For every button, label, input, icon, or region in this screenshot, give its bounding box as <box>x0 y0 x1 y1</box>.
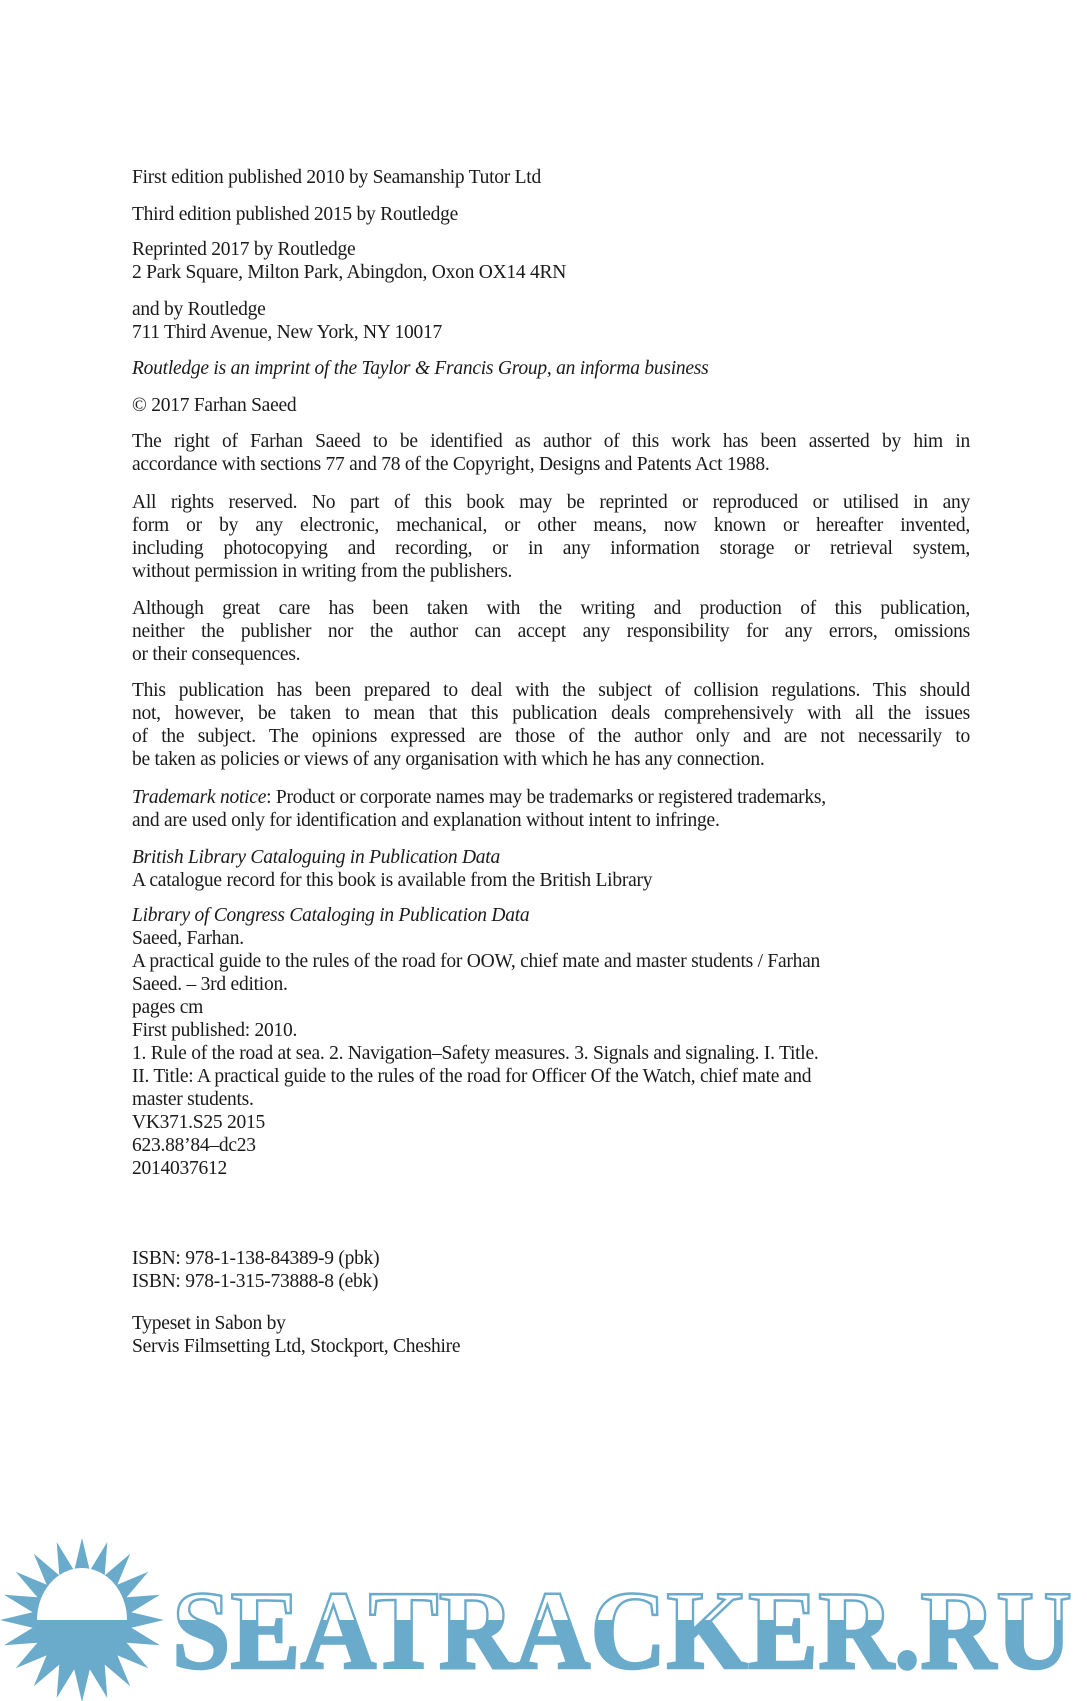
scope <box>132 679 970 771</box>
text-line: II. Title: A practical guide to the rules of the road for Officer Of the Watch, chief mate and <box>132 1066 812 1087</box>
text-line: Although great care has been taken with the writing and production of this publication, <box>132 598 970 619</box>
loc-heading: Library of Congress Cataloging in Publication Data <box>132 905 530 926</box>
text-line: be taken as policies or views of any organisation with which he has any connection. <box>132 749 765 770</box>
text-line: 1. Rule of the road at sea. 2. Navigation–Safety measures. 3. Signals and signaling. I. Title. <box>132 1043 819 1064</box>
text-line: or their consequences. <box>132 644 301 665</box>
third-edition <box>132 203 970 226</box>
text-line: of the subject. The opinions expressed are those of the author only and are not necessarily to <box>132 726 970 747</box>
and-by-block <box>132 298 970 344</box>
text-line: without permission in writing from the publishers. <box>132 561 513 582</box>
reprinted-block <box>132 238 970 284</box>
disclaimer <box>132 597 970 666</box>
text-line: 711 Third Avenue, New York, NY 10017 <box>132 322 443 343</box>
trademark-notice <box>132 786 970 832</box>
text-line: Routledge is an imprint of the Taylor & Francis Group, an informa business <box>132 358 709 379</box>
british-library-heading: British Library Cataloguing in Publication Data <box>132 847 500 868</box>
text-line: The right of Farhan Saeed to be identified as author of this work has been asserted by him in <box>132 431 970 452</box>
text-line: © 2017 Farhan Saeed <box>132 395 297 416</box>
text-line: Saeed, Farhan. <box>132 928 244 949</box>
text-line: and by Routledge <box>132 299 266 320</box>
text-line: and are used only for identification and explanation without intent to infringe. <box>132 810 720 831</box>
text-line: including photocopying and recording, or in any information storage or retrieval system, <box>132 538 970 559</box>
trademark-label: Trademark notice <box>132 787 267 808</box>
text-line: neither the publisher nor the author can accept any responsibility for any errors, omissions <box>132 621 970 642</box>
text-line: Third edition published 2015 by Routledge <box>132 204 459 225</box>
all-rights <box>132 491 970 583</box>
text-line: Servis Filmsetting Ltd, Stockport, Cheshire <box>132 1336 461 1357</box>
text-line: form or by any electronic, mechanical, or other means, now known or hereafter invented, <box>132 515 970 536</box>
text-line: First edition published 2010 by Seamanship Tutor Ltd <box>132 167 541 188</box>
isbn-pbk: ISBN: 978-1-138-84389-9 (pbk) <box>132 1248 380 1269</box>
text-line: Saeed. – 3rd edition. <box>132 974 288 995</box>
text-line: Typeset in Sabon by <box>132 1313 286 1334</box>
seatracker-watermark <box>0 1530 1087 1701</box>
first-edition <box>132 166 970 189</box>
text-line: 623.88’84–dc23 <box>132 1135 256 1156</box>
text-line: 2 Park Square, Milton Park, Abingdon, Oxon OX14 4RN <box>132 262 567 283</box>
text-line: A practical guide to the rules of the road for OOW, chief mate and master students / Farhan <box>132 951 821 972</box>
typeset-block <box>132 1312 970 1358</box>
isbn-ebk: ISBN: 978-1-315-73888-8 (ebk) <box>132 1271 379 1292</box>
isbn-block <box>132 1247 970 1293</box>
text-line: All rights reserved. No part of this book may be reprinted or reproduced or utilised in any <box>132 492 970 513</box>
text-line: pages cm <box>132 997 204 1018</box>
text-line: 2014037612 <box>132 1158 227 1179</box>
text-line: This publication has been prepared to deal with the subject of collision regulations. This should <box>132 680 970 701</box>
loc-data <box>132 904 970 1180</box>
watermark-text: SEATRACKER.RU <box>172 1569 1072 1693</box>
text-line: : Product or corporate names may be trademarks or registered trademarks, <box>266 787 826 808</box>
text-line: A catalogue record for this book is available from the British Library <box>132 870 653 891</box>
text-line: not, however, be taken to mean that this publication deals comprehensively with all the issues <box>132 703 970 724</box>
text-line: master students. <box>132 1089 254 1110</box>
text-line: accordance with sections 77 and 78 of the Copyright, Designs and Patents Act 1988. <box>132 454 770 475</box>
imprint-note <box>132 357 970 380</box>
sun-logo-icon <box>0 1538 164 1701</box>
text-line: VK371.S25 2015 <box>132 1112 266 1133</box>
copyright <box>132 394 970 417</box>
text-line: Reprinted 2017 by Routledge <box>132 239 356 260</box>
text-line: First published: 2010. <box>132 1020 298 1041</box>
moral-right <box>132 430 970 476</box>
british-library <box>132 846 970 892</box>
